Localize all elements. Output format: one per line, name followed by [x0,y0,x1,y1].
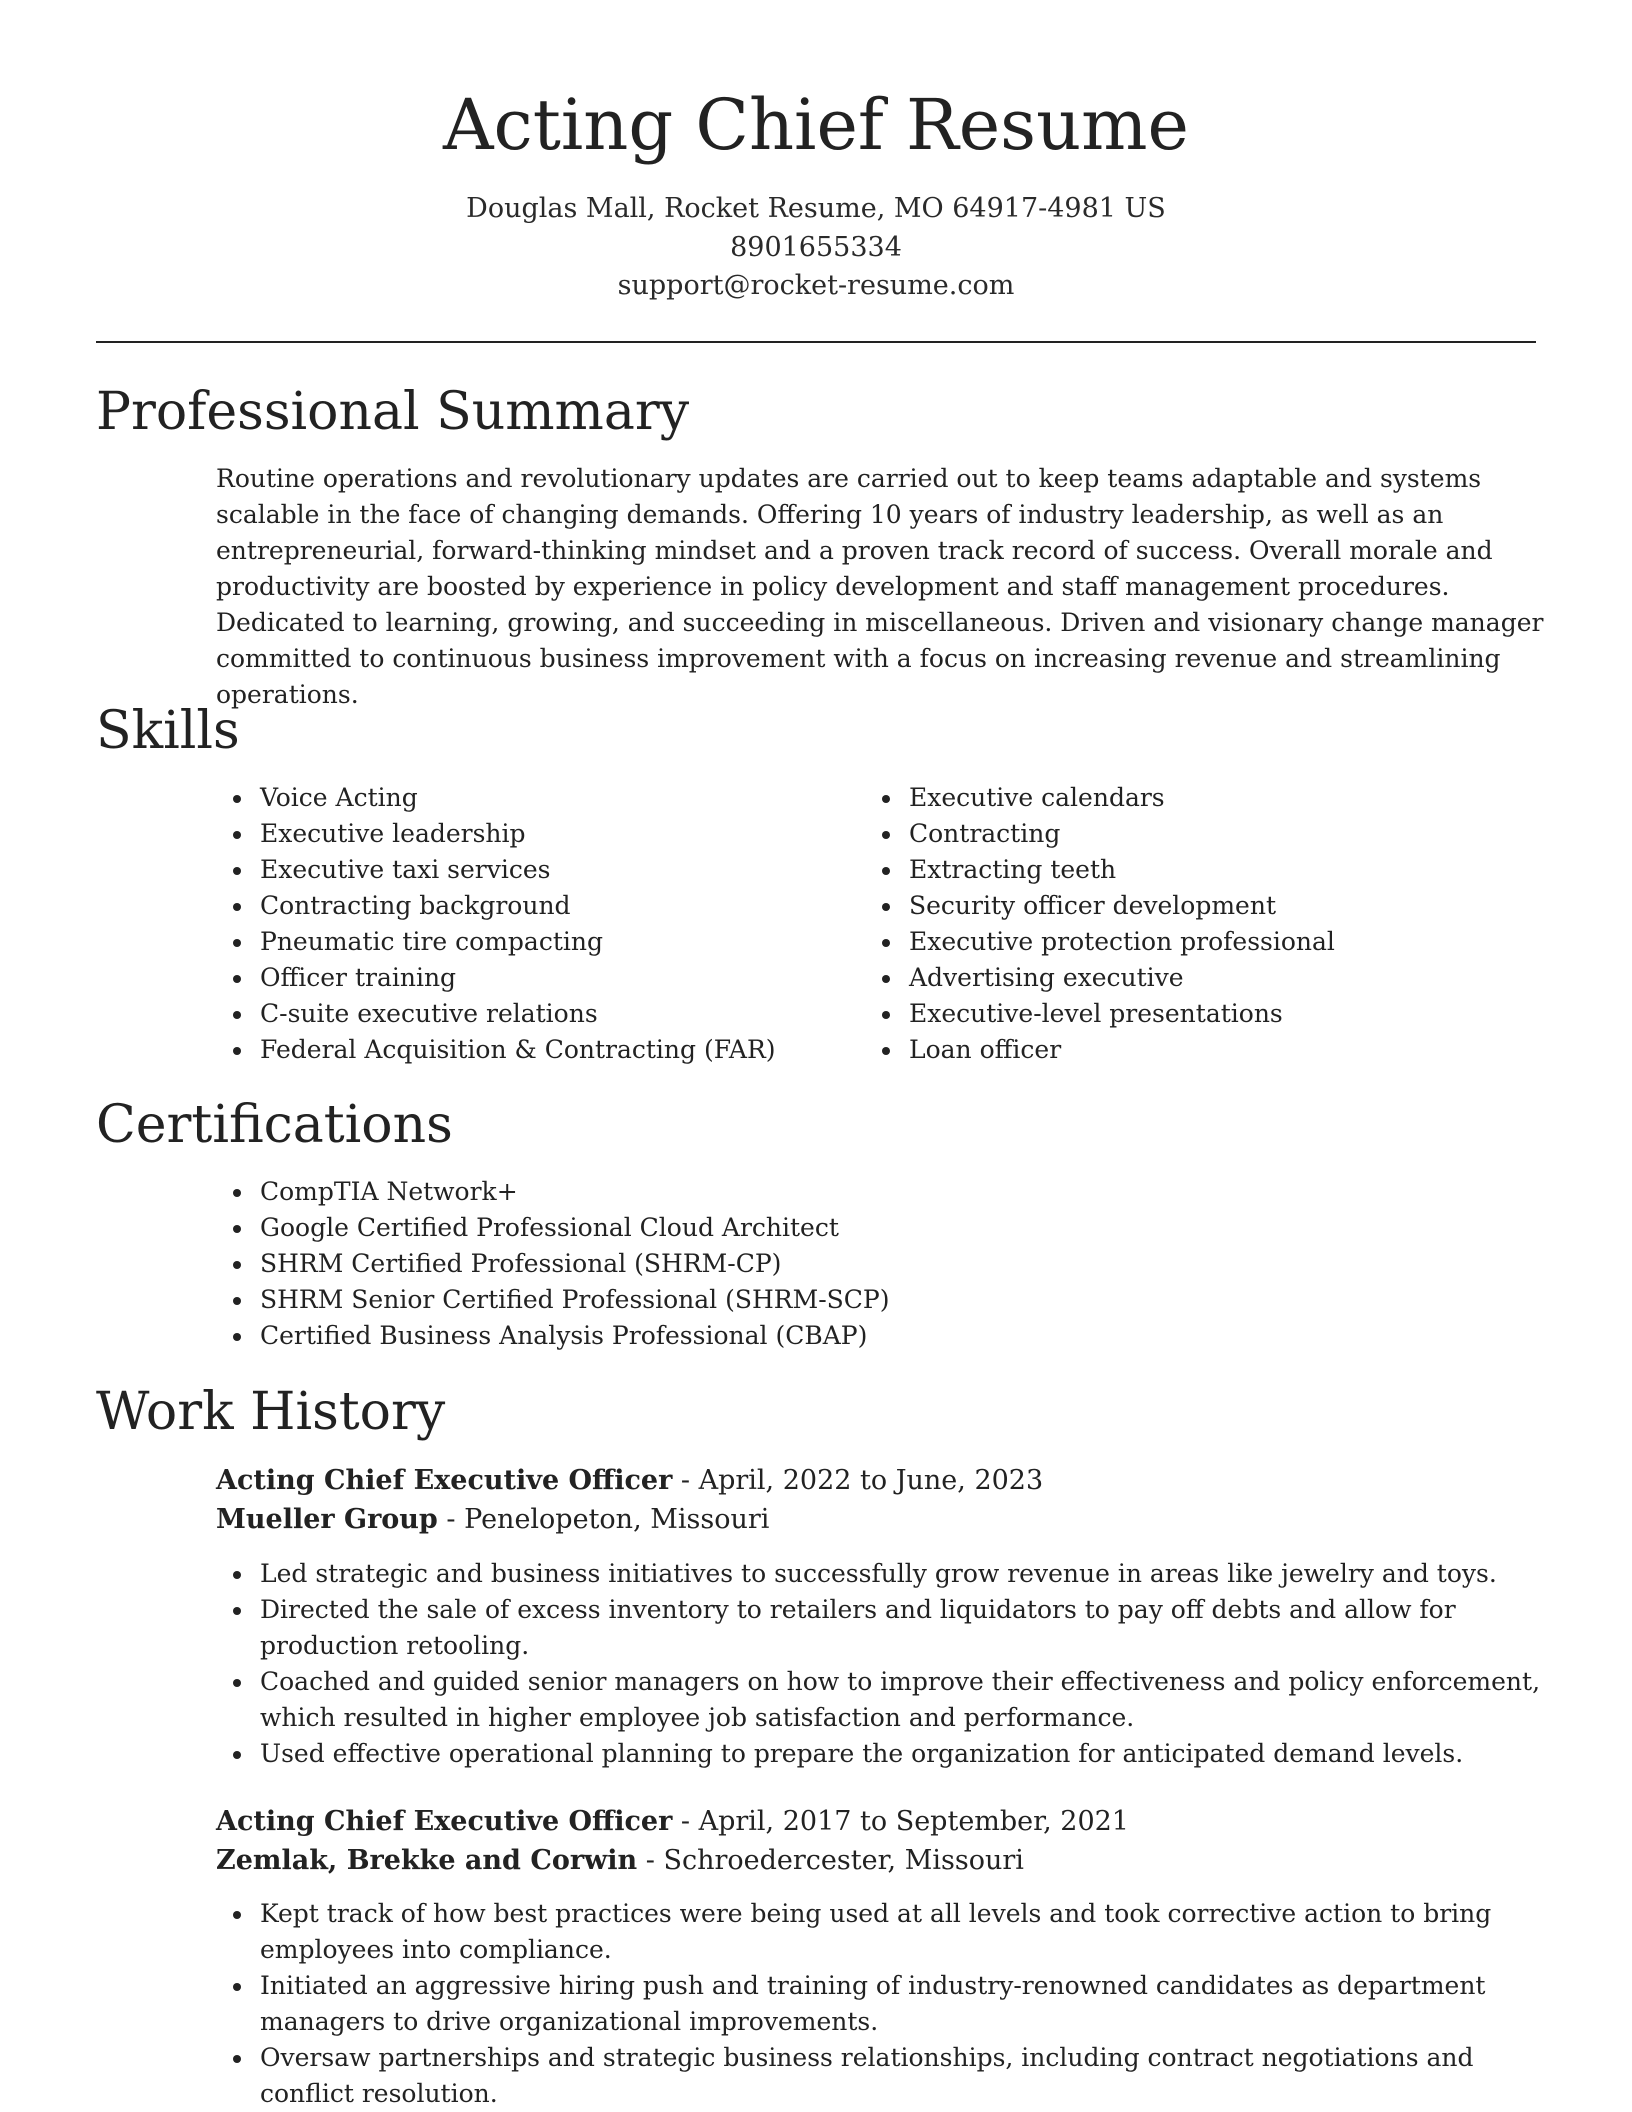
job-duty-item: Directed the sale of excess inventory to retailers and liquidators to pay off debts and allow for production retooling. [216,1592,1546,1664]
section-heading-summary: Professional Summary [96,382,690,442]
job-title-line [216,1803,1536,1841]
contact-phone: 8901655334 [730,232,902,263]
skill-item: Executive leadership [216,816,836,852]
job-duty-item: Initiated an aggressive hiring push and training of industry-renowned candidates as department managers to drive organizational improvements. [216,1968,1546,2040]
certification-item: SHRM Senior Certified Professional (SHRM-SCP) [216,1282,1536,1318]
resume-title: Acting Chief Resume [443,84,1189,166]
section-heading-certifications: Certifications [96,1095,453,1155]
skills-list-right [865,780,1525,1068]
section-heading-skills: Skills [96,701,240,761]
skill-item: Security officer development [865,888,1525,924]
job-location: - Schroedercester, Missouri [637,1845,1024,1876]
skill-item: Advertising executive [865,960,1525,996]
job-title-line [216,1462,1536,1500]
certification-item: CompTIA Network+ [216,1174,1536,1210]
skill-item: Executive calendars [865,780,1525,816]
job-duty-item: Oversaw partnerships and strategic business relationships, including contract negotiations and conflict resolution. [216,2040,1546,2112]
skill-item: Extracting teeth [865,852,1525,888]
job-company: Zemlak, Brekke and Corwin [216,1845,638,1876]
skill-item: C-suite executive relations [216,996,836,1032]
header-divider [96,341,1536,343]
skill-item: Executive-level presentations [865,996,1525,1032]
job-duty-item: Coached and guided senior managers on how to improve their effectiveness and policy enforcement, which resulted in higher employee job satisfaction and performance. [216,1664,1546,1736]
section-heading-work-history: Work History [96,1382,446,1442]
job-company: Mueller Group [216,1504,438,1535]
contact-email: support@rocket-resume.com [617,270,1015,301]
skill-item: Loan officer [865,1032,1525,1068]
skill-item: Contracting background [216,888,836,924]
job-company-line [216,1842,1536,1880]
job-dates: - April, 2017 to September, 2021 [672,1806,1129,1837]
job-duties-list [216,1896,1546,2112]
skills-list-left [216,780,836,1068]
skill-item: Contracting [865,816,1525,852]
job-title: Acting Chief Executive Officer [216,1465,673,1496]
job-duty-item: Led strategic and business initiatives to successfully grow revenue in areas like jewelry and toys. [216,1556,1546,1592]
job-dates: - April, 2022 to June, 2023 [672,1465,1044,1496]
skill-item: Executive protection professional [865,924,1525,960]
job-company-line [216,1501,1536,1539]
skill-item: Executive taxi services [216,852,836,888]
skill-item: Federal Acquisition & Contracting (FAR) [216,1032,836,1068]
certifications-list [216,1174,1536,1354]
job-location: - Penelopeton, Missouri [437,1504,770,1535]
skill-item: Officer training [216,960,836,996]
certification-item: Google Certified Professional Cloud Architect [216,1210,1536,1246]
job-duty-item: Kept track of how best practices were being used at all levels and took corrective action to bring employees into compliance. [216,1896,1546,1968]
summary-text: Routine operations and revolutionary updates are carried out to keep teams adaptable and systems scalable in the face of changing demands. Offering 10 years of industry leadership, as well as an entrepreneurial, forward-thinking mindset and a proven track record of success. Overall morale and productivity are boosted by experience in policy development and staff management procedures. Dedicated to learning, growing, and succeeding in miscellaneous. Driven and visionary change manager committed to continuous business improvement with a focus on increasing revenue and streamlining operations. [216,464,1544,709]
skill-item: Voice Acting [216,780,836,816]
certification-item: Certified Business Analysis Professional (CBAP) [216,1318,1536,1354]
job-title: Acting Chief Executive Officer [216,1806,673,1837]
job-duties-list [216,1556,1546,1772]
skill-item: Pneumatic tire compacting [216,924,836,960]
contact-address: Douglas Mall, Rocket Resume, MO 64917-4981 US [466,193,1166,224]
job-duty-item: Used effective operational planning to prepare the organization for anticipated demand levels. [216,1736,1546,1772]
certification-item: SHRM Certified Professional (SHRM-CP) [216,1246,1536,1282]
